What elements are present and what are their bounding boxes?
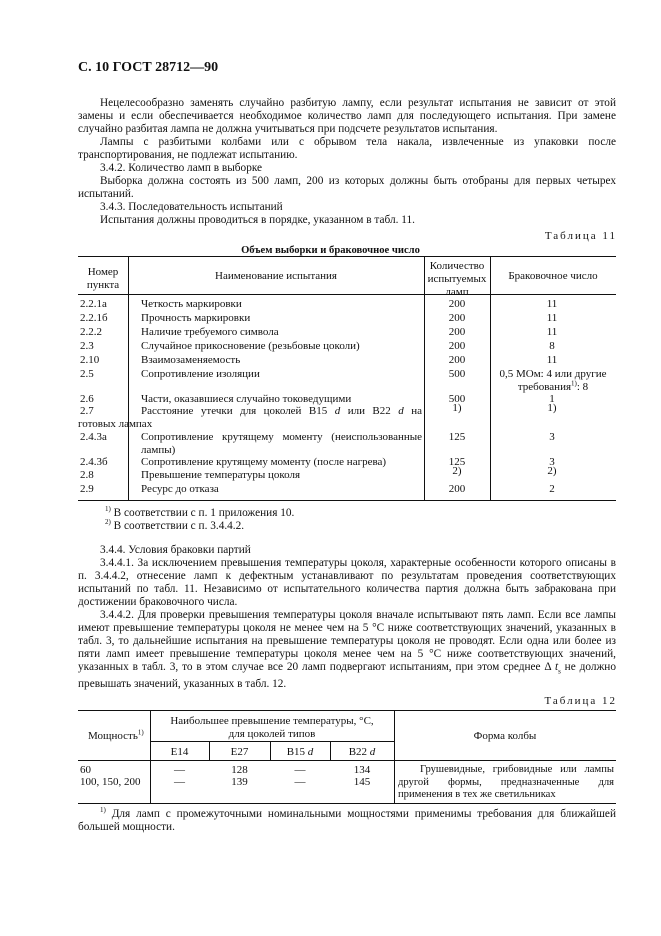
row-b22: 134 — [353, 764, 371, 776]
row-qty: 200 — [448, 312, 466, 324]
paragraph-test-order: Испытания должны проводиться в порядке, указанном в табл. 11. — [100, 214, 415, 226]
row-reject: 11 — [546, 354, 558, 366]
table12-caption: Таблица 12 — [544, 695, 617, 707]
header-d: d — [369, 746, 376, 758]
footnote-mark: 1) — [100, 806, 106, 815]
para-text: 3.4.4.2. Для проверки превышения температуры цоколя вначале испытывают пять ламп. Если все лампы имеют превышение температуры цоколя не менее чем на 5 °С ниже соответствующих значений, указанных в табл. 3, то дальнейшие испытания на превышение температуры цоколя не проводят. Если одна или более из пяти ламп имеет превышение температуры цоколя менее чем на 5 °С ниже соответствующих значений, указанных в табл. 3, то в этом случае все 20 ламп подвергают испытаниям, при этом среднее — [78, 609, 616, 673]
row-e27: 128 — [231, 764, 248, 776]
reject-line1: 0,5 МОм: 4 или другие — [499, 368, 607, 380]
row-qty: 200 — [448, 298, 466, 310]
table11-footnote — [105, 520, 244, 533]
table11-divider — [490, 256, 491, 500]
name-part: Расстояние утечки для цоколей B15 — [141, 405, 335, 417]
row-qty-footnote: 1) — [452, 402, 462, 414]
paragraph-transport: Лампы с разбитыми колбами или с обрывом тела накала, извлеченные из упаковки после транспортирования, не подлежат испытанию. — [78, 136, 616, 161]
row-qty: 200 — [448, 340, 466, 352]
row-reject: 2 — [549, 483, 555, 495]
table11-bottom-rule — [78, 500, 616, 501]
row-num: 2.3 — [80, 340, 94, 352]
row-qty: 500 — [448, 368, 466, 380]
row-reject: 1 — [549, 393, 555, 405]
row-name: Превышение температуры цоколя — [141, 469, 301, 481]
row-reject: 3 — [549, 456, 555, 468]
paragraph-3441: 3.4.4.1. За исключением превышения температуры цоколя, характерные особенности которого описаны в п. 3.4.4.2, отнесение ламп к дефектным устанавливают по результатам проведения соответствующих испытаний по табл. 11. Независимо от испытательного количества партия должна быть забракована при достижении браковочного числа. — [78, 557, 616, 608]
section-heading-343: 3.4.3. Последовательность испытаний — [100, 201, 283, 213]
row-name-line1 — [141, 405, 422, 418]
row-qty-footnote: 2) — [452, 465, 462, 477]
header-d: d — [307, 746, 314, 758]
table11-header-rule — [78, 294, 616, 295]
row-num: 2.4.3а — [80, 431, 107, 443]
row-name: Сопротивление крутящему моменту (неиспользованные — [141, 431, 422, 443]
table11-divider — [424, 256, 425, 500]
row-b15: — — [294, 776, 306, 788]
reject-req: требования — [517, 381, 572, 393]
delta-symbol: Δ — [544, 661, 555, 673]
para-text: не должно превышать значений, указанных в табл. 12. — [78, 661, 617, 691]
name-part: d — [398, 405, 404, 417]
table12-divider — [394, 710, 395, 803]
row-b15: — — [294, 764, 306, 776]
row-reject — [492, 368, 614, 394]
row-num: 2.8 — [80, 469, 94, 481]
paragraph-broken-lamp: Нецелесообразно заменять случайно разбитую лампу, если результат испытания не зависит от этой замены и если обеспечивается необходимое количество ламп для последующего испытания. При замене случайно разбитая лампа не должна учитываться при подсчете результатов испытания. — [78, 97, 616, 135]
footnote-mark: 1) — [571, 379, 577, 388]
row-qty: 500 — [448, 393, 466, 405]
row-qty: 200 — [448, 483, 466, 495]
row-reject: 8 — [549, 340, 555, 352]
page-header: С. 10 ГОСТ 28712—90 — [78, 60, 219, 75]
table12-header-b15 — [270, 746, 330, 759]
row-qty: 200 — [448, 326, 466, 338]
row-num: 2.5 — [80, 368, 94, 380]
row-reject: 11 — [546, 312, 558, 324]
table11-header-num: Номер пункта — [86, 266, 120, 291]
footnote-text: Для ламп с промежуточными номинальными мощностями применимы требования для ближайшей большей мощности. — [78, 808, 616, 833]
footnote-text: В соответствии с п. 3.4.4.2. — [110, 520, 245, 532]
t-symbol: t — [554, 661, 559, 673]
name-part: или B22 — [340, 405, 399, 417]
row-reject-footnote: 2) — [547, 465, 557, 477]
row-name — [141, 405, 422, 418]
row-b22: 145 — [353, 776, 371, 788]
table11-header-name: Наименование испытания — [215, 270, 337, 282]
row-name: Наличие требуемого символа — [141, 326, 279, 338]
table11-header-reject: Браковочное число — [508, 270, 598, 282]
row-e27: 139 — [231, 776, 248, 788]
section-heading-342: 3.4.2. Количество ламп в выборке — [100, 162, 263, 174]
paragraph-sample-size: Выборка должна состоять из 500 ламп, 200 из которых должны быть отобраны для первых четырех испытаний. — [78, 175, 616, 200]
row-name: Сопротивление изоляции — [141, 368, 260, 380]
row-reject: 3 — [549, 431, 555, 443]
footnote-mark: 2) — [105, 518, 111, 527]
table12-header-bulb: Форма колбы — [473, 730, 537, 742]
row-name: Сопротивление крутящему моменту (после нагрева) — [141, 456, 387, 468]
row-name: Четкость маркировки — [141, 298, 242, 310]
paragraph-3442 — [78, 609, 616, 691]
header-text: Мощность — [88, 730, 138, 742]
table11-caption: Таблица 11 — [544, 230, 617, 242]
row-power: 60 — [80, 764, 91, 776]
header-line: для цоколей типов — [228, 728, 316, 740]
row-reject: 11 — [546, 326, 558, 338]
row-num: 2.2.1б — [80, 312, 108, 324]
row-reject: 11 — [546, 298, 558, 310]
row-name-line2: лампы) — [141, 444, 176, 456]
reject-tail: : 8 — [576, 381, 589, 393]
table11-divider — [128, 256, 129, 500]
section-heading-344: 3.4.4. Условия браковки партий — [100, 544, 251, 556]
table12-subheader-rule — [150, 741, 394, 742]
row-num: 2.7 — [80, 405, 94, 417]
table12-header-e14: E14 — [170, 746, 189, 758]
header-line: Наибольшее превышение температуры, °С, — [170, 715, 374, 727]
footnote-text: В соответствии с п. 1 приложения 10. — [110, 507, 295, 519]
row-name: Прочность маркировки — [141, 312, 251, 324]
row-power: 100, 150, 200 — [80, 776, 141, 788]
table12-header-rule — [78, 760, 616, 761]
row-name-line2: готовых лампах — [78, 418, 153, 430]
footnote-mark: 1) — [105, 505, 111, 514]
table12-header-power — [88, 730, 144, 743]
t-subscript: s — [558, 667, 561, 676]
table11-top-rule — [78, 256, 616, 257]
name-part: на — [403, 405, 422, 417]
table12-header-temp — [152, 715, 392, 741]
name-part: d — [334, 405, 341, 417]
row-qty: 125 — [448, 431, 466, 443]
row-num: 2.9 — [80, 483, 94, 495]
table12-footnote — [78, 808, 616, 834]
row-name: Ресурс до отказа — [141, 483, 219, 495]
row-num: 2.2.2 — [80, 326, 102, 338]
header-text: B22 — [348, 746, 370, 758]
table12-header-e27: E27 — [230, 746, 249, 758]
row-qty: 125 — [448, 456, 466, 468]
row-num: 2.6 — [80, 393, 94, 405]
row-name: Взаимозаменяемость — [141, 354, 241, 366]
row-e14: — — [174, 776, 185, 788]
table12-header-b22 — [330, 746, 394, 759]
table11-header-qty: Количество испытуемых ламп — [427, 260, 487, 298]
row-qty: 200 — [448, 354, 466, 366]
header-text: B15 — [286, 746, 308, 758]
row-num: 2.4.3б — [80, 456, 108, 468]
row-name: Случайное прикосновение (резьбовые цоколи) — [141, 340, 360, 352]
row-num: 2.2.1а — [80, 298, 107, 310]
row-reject-footnote: 1) — [547, 402, 557, 414]
row-num: 2.10 — [80, 354, 100, 366]
table12-bulb-text: Грушевидные, грибовидные или лампы другой формы, предназначенные для применения в тех же светильниках — [398, 764, 614, 800]
table11-footnote — [105, 507, 294, 520]
table12-top-rule — [78, 710, 616, 711]
table12-bottom-rule — [78, 803, 616, 804]
row-e14: — — [174, 764, 185, 776]
row-name: Части, оказавшиеся случайно токоведущими — [141, 393, 352, 405]
table11-title: Объем выборки и браковочное число — [241, 245, 420, 256]
footnote-mark: 1) — [137, 728, 144, 737]
